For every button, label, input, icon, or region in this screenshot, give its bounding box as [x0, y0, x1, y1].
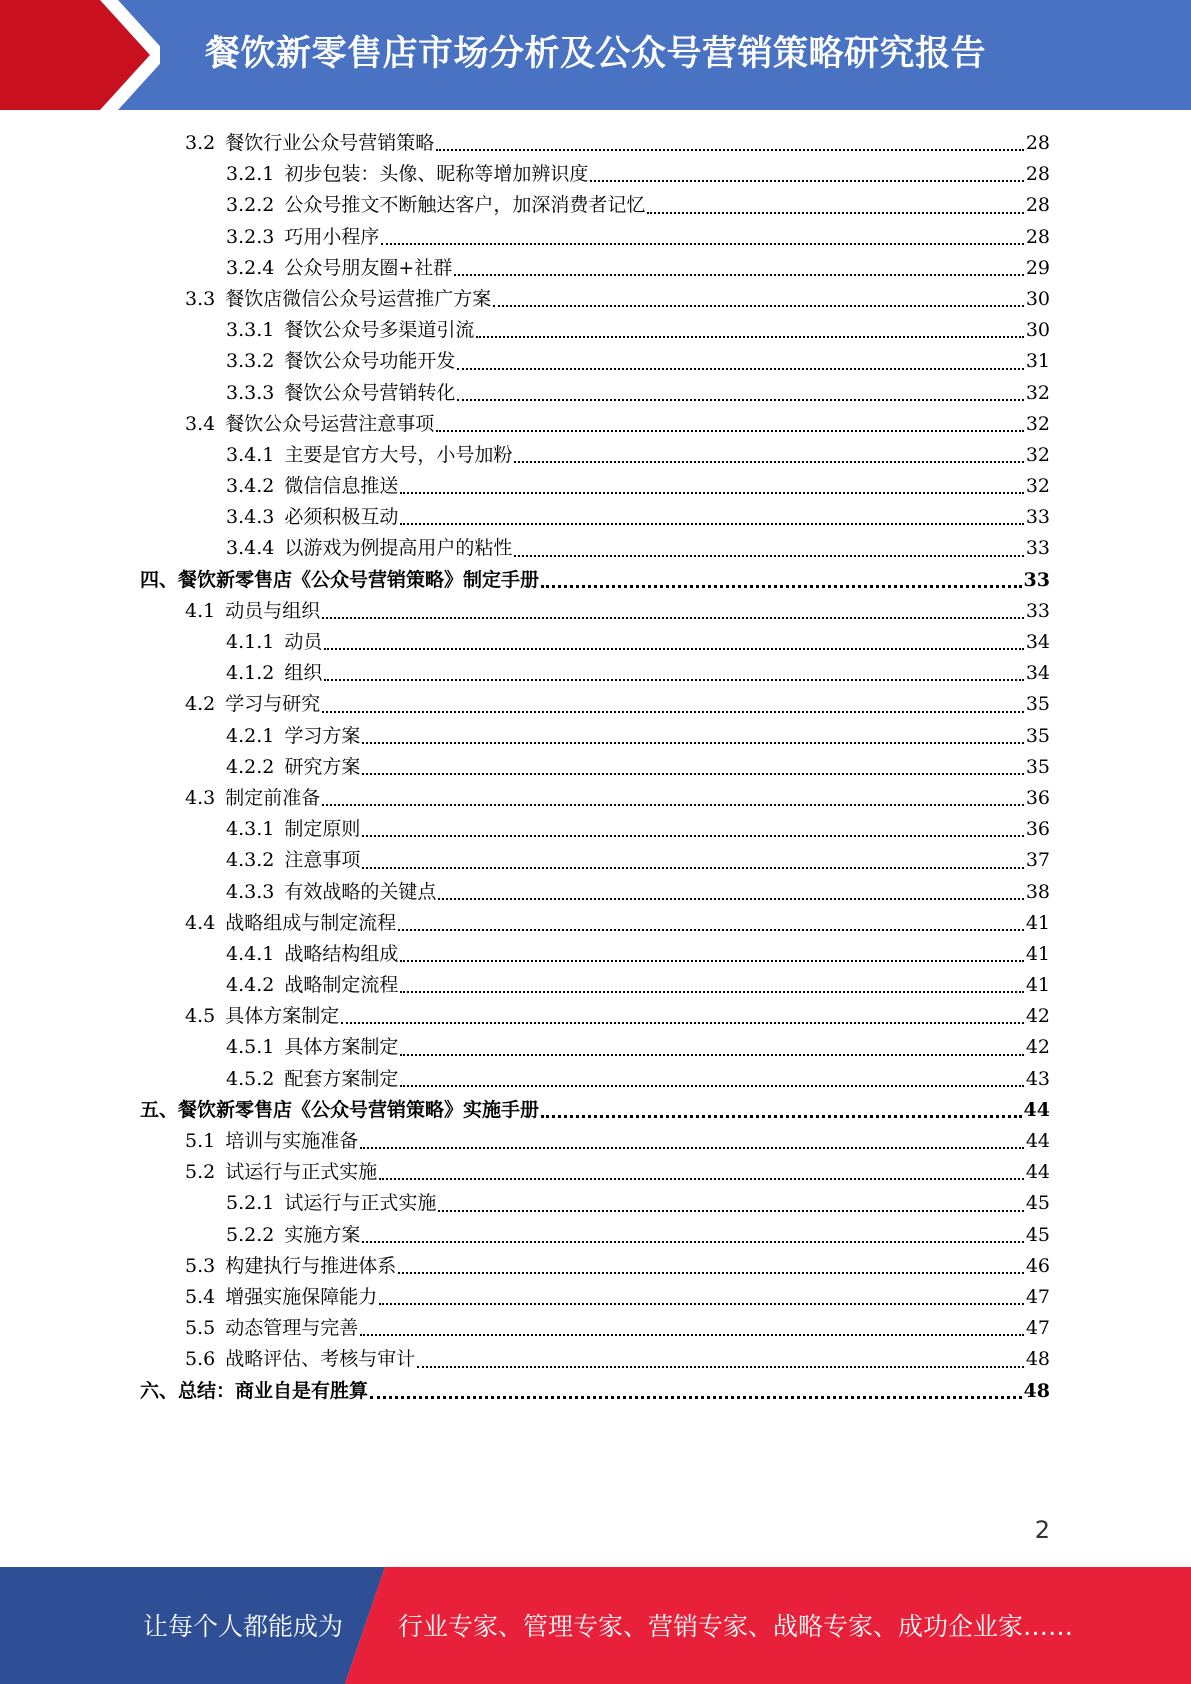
page-header: [0, 0, 1191, 110]
toc-dot-leader: [362, 845, 1023, 876]
toc-dot-leader: [400, 1032, 1023, 1063]
toc-entry-number: 3.4.4: [226, 537, 275, 560]
toc-entry[interactable]: [140, 253, 1050, 284]
toc-entry-number: 4.5.1: [226, 1036, 275, 1059]
toc-entry-title: 有效战略的关键点: [284, 880, 437, 903]
toc-entry-number: 4.1: [185, 599, 216, 622]
toc-entry-page: 41: [1025, 942, 1050, 965]
toc-entry-number: 4.3: [185, 786, 216, 809]
toc-entry[interactable]: [140, 346, 1050, 377]
toc-entry-page: 34: [1025, 631, 1050, 653]
toc-entry-number: 4.3.1: [226, 818, 275, 841]
toc-entry-title: 微信信息推送: [284, 475, 399, 498]
toc-entry-number: 4.3.3: [226, 880, 275, 903]
toc-entry[interactable]: [140, 689, 1050, 720]
toc-entry-number: 4.4: [185, 911, 216, 934]
toc-entry-title: 必须积极互动: [284, 506, 399, 529]
toc-entry-number: 3.4.2: [226, 475, 275, 498]
toc-dot-leader: [341, 1001, 1024, 1032]
toc-entry[interactable]: [140, 908, 1050, 939]
toc-entry-title: 战略制定流程: [284, 974, 399, 997]
toc-dot-leader: [590, 159, 1023, 190]
toc-dot-leader: [436, 409, 1024, 440]
toc-entry-page: 42: [1025, 1005, 1050, 1028]
toc-entry-title: 主要是官方大号，小号加粉: [284, 443, 513, 466]
toc-entry-title: 餐饮公众号功能开发: [284, 350, 456, 373]
toc-entry-page: 35: [1025, 724, 1050, 747]
toc-dot-leader: [541, 565, 1022, 596]
toc-entry-number: 六、: [140, 1379, 179, 1402]
toc-entry[interactable]: [140, 1001, 1050, 1032]
toc-dot-leader: [370, 1376, 1022, 1407]
toc-entry-number: 3.3.3: [226, 381, 275, 404]
toc-entry-page: 33: [1025, 506, 1050, 529]
toc-entry[interactable]: [140, 814, 1050, 845]
toc-dot-leader: [400, 471, 1023, 502]
toc-entry-page: 48: [1023, 1379, 1050, 1402]
toc-entry[interactable]: [140, 159, 1050, 190]
toc-entry-title: 构建执行与推进体系: [225, 1254, 397, 1277]
header-arrow-accent: [0, 0, 160, 110]
toc-entry-title: 战略组成与制定流程: [225, 911, 397, 934]
toc-entry-title: 组织: [284, 662, 323, 685]
toc-entry-page: 32: [1025, 381, 1050, 404]
toc-entry-page: 45: [1025, 1223, 1050, 1246]
page-footer: [0, 1567, 1191, 1684]
toc-entry-number: 3.3.1: [226, 319, 275, 342]
toc-entry-page: 47: [1025, 1285, 1050, 1308]
toc-entry[interactable]: [140, 596, 1050, 627]
toc-entry[interactable]: [140, 939, 1050, 970]
toc-dot-leader: [362, 752, 1023, 783]
toc-entry-number: 3.4.3: [226, 506, 275, 529]
toc-entry-number: 5.2: [185, 1161, 216, 1184]
toc-dot-leader: [398, 1251, 1024, 1282]
toc-entry-title: 学习与研究: [225, 693, 321, 716]
toc-entry-title: 餐饮店微信公众号运营推广方案: [225, 287, 492, 310]
toc-entry-page: 31: [1025, 350, 1050, 373]
toc-entry-number: 3.4.1: [226, 443, 275, 466]
toc-entry-page: 41: [1025, 911, 1050, 934]
toc-entry-page: 46: [1025, 1254, 1050, 1277]
toc-dot-leader: [379, 1157, 1024, 1188]
toc-entry[interactable]: [140, 222, 1050, 253]
footer-slogan-right: 行业专家、管理专家、营销专家、战略专家、成功企业家……: [398, 1612, 1074, 1641]
toc-entry-number: 3.3: [185, 287, 216, 310]
toc-entry[interactable]: [140, 658, 1050, 689]
toc-entry-title: 餐饮公众号多渠道引流: [284, 319, 475, 342]
toc-entry[interactable]: [140, 1376, 1050, 1407]
toc-entry-number: 4.4.1: [226, 942, 275, 965]
toc-entry-title: 学习方案: [284, 724, 361, 747]
toc-entry-page: 28: [1025, 163, 1050, 186]
toc-dot-leader: [457, 378, 1023, 409]
toc-entry-page: 30: [1025, 287, 1050, 310]
table-of-contents: [140, 128, 1050, 1407]
toc-dot-leader: [647, 190, 1023, 221]
toc-entry-number: 5.6: [185, 1348, 216, 1371]
toc-dot-leader: [541, 1095, 1022, 1126]
toc-entry[interactable]: [140, 752, 1050, 783]
toc-entry-number: 4.2: [185, 693, 216, 716]
toc-entry-page: 35: [1025, 755, 1050, 778]
toc-entry-page: 33: [1025, 599, 1050, 622]
toc-entry-title: 餐饮新零售店《公众号营销策略》实施手册: [178, 1098, 540, 1121]
toc-entry-number: 4.5.2: [226, 1067, 275, 1090]
toc-entry-page: 32: [1025, 443, 1050, 466]
toc-entry[interactable]: [140, 1251, 1050, 1282]
toc-entry-number: 4.2.2: [226, 755, 275, 778]
toc-entry-page: 28: [1025, 194, 1050, 217]
toc-entry[interactable]: [140, 409, 1050, 440]
toc-entry-title: 公众号朋友圈+社群: [284, 256, 453, 279]
toc-entry-title: 餐饮公众号营销转化: [284, 381, 456, 404]
toc-entry-number: 3.2.1: [226, 163, 275, 186]
toc-entry[interactable]: [140, 284, 1050, 315]
toc-entry[interactable]: [140, 128, 1050, 159]
toc-dot-leader: [381, 222, 1023, 253]
toc-dot-leader: [324, 627, 1023, 658]
toc-entry[interactable]: [140, 378, 1050, 409]
toc-dot-leader: [362, 1220, 1023, 1251]
toc-dot-leader: [322, 596, 1024, 627]
toc-entry-number: 5.3: [185, 1254, 216, 1277]
toc-entry-number: 3.2: [185, 132, 216, 154]
toc-entry-number: 五、: [140, 1098, 179, 1121]
toc-entry-title: 初步包装：头像、昵称等增加辨识度: [284, 163, 589, 186]
toc-entry-page: 45: [1025, 1192, 1050, 1215]
toc-dot-leader: [322, 689, 1024, 720]
toc-entry-number: 3.4: [185, 412, 216, 435]
toc-entry[interactable]: [140, 1282, 1050, 1313]
toc-entry-page: 28: [1025, 225, 1050, 248]
toc-entry[interactable]: [140, 1188, 1050, 1219]
toc-entry-number: 4.2.1: [226, 724, 275, 747]
toc-entry-page: 43: [1025, 1067, 1050, 1090]
toc-entry-title: 制定前准备: [225, 786, 321, 809]
toc-dot-leader: [438, 1188, 1023, 1219]
toc-entry-page: 30: [1025, 319, 1050, 342]
footer-slogan-left: 让每个人都能成为: [143, 1612, 344, 1641]
toc-entry-page: 44: [1023, 1098, 1050, 1121]
toc-dot-leader: [400, 939, 1023, 970]
toc-entry-page: 36: [1025, 818, 1050, 841]
report-title: 餐饮新零售店市场分析及公众号营销策略研究报告: [205, 34, 987, 74]
toc-entry-number: 5.2.1: [226, 1192, 275, 1215]
toc-entry-page: 28: [1025, 132, 1050, 154]
toc-entry-page: 44: [1025, 1130, 1050, 1152]
toc-entry[interactable]: [140, 1344, 1050, 1375]
toc-entry-page: 33: [1025, 537, 1050, 560]
toc-entry-title: 动态管理与完善: [225, 1317, 359, 1340]
toc-entry[interactable]: [140, 565, 1050, 596]
toc-dot-leader: [322, 783, 1024, 814]
toc-entry[interactable]: [140, 627, 1050, 658]
toc-dot-leader: [417, 1344, 1024, 1375]
toc-dot-leader: [398, 908, 1024, 939]
toc-dot-leader: [476, 315, 1023, 346]
toc-entry-page: 36: [1025, 786, 1050, 809]
toc-entry-number: 3.3.2: [226, 350, 275, 373]
toc-entry-title: 试运行与正式实施: [284, 1192, 437, 1215]
toc-entry-page: 33: [1023, 568, 1050, 591]
toc-entry-number: 4.5: [185, 1005, 216, 1028]
toc-entry-title: 注意事项: [284, 849, 361, 872]
toc-entry-title: 研究方案: [284, 755, 361, 778]
toc-entry[interactable]: [140, 1064, 1050, 1095]
toc-entry-page: 42: [1025, 1036, 1050, 1059]
toc-entry-page: 35: [1025, 693, 1050, 716]
toc-entry-number: 5.1: [185, 1130, 216, 1152]
page-number: 2: [1034, 1516, 1050, 1544]
toc-entry[interactable]: [140, 1220, 1050, 1251]
toc-entry[interactable]: [140, 1126, 1050, 1157]
toc-entry-number: 4.1.2: [226, 662, 275, 685]
toc-dot-leader: [400, 970, 1023, 1001]
toc-entry[interactable]: [140, 845, 1050, 876]
toc-entry-title: 战略评估、考核与审计: [225, 1348, 416, 1371]
toc-entry-title: 制定原则: [284, 818, 361, 841]
toc-dot-leader: [324, 658, 1023, 689]
toc-entry-title: 增强实施保障能力: [225, 1285, 378, 1308]
toc-entry-title: 试运行与正式实施: [225, 1161, 378, 1184]
toc-entry-title: 实施方案: [284, 1223, 361, 1246]
toc-entry-page: 32: [1025, 475, 1050, 498]
toc-entry[interactable]: [140, 533, 1050, 564]
toc-entry-title: 总结：商业自是有胜算: [178, 1379, 369, 1402]
toc-entry-title: 具体方案制定: [225, 1005, 340, 1028]
toc-entry[interactable]: [140, 877, 1050, 908]
toc-entry[interactable]: [140, 783, 1050, 814]
toc-entry[interactable]: [140, 1313, 1050, 1344]
toc-entry[interactable]: [140, 471, 1050, 502]
toc-dot-leader: [514, 533, 1023, 564]
toc-entry-page: 37: [1025, 849, 1050, 872]
toc-entry-page: 47: [1025, 1317, 1050, 1340]
toc-entry[interactable]: [140, 1157, 1050, 1188]
toc-entry[interactable]: [140, 970, 1050, 1001]
toc-entry-page: 29: [1025, 256, 1050, 279]
toc-entry-number: 5.2.2: [226, 1223, 275, 1246]
toc-dot-leader: [362, 814, 1023, 845]
toc-entry-number: 5.5: [185, 1317, 216, 1340]
toc-entry-number: 4.4.2: [226, 974, 275, 997]
toc-entry-title: 动员: [284, 631, 323, 653]
toc-dot-leader: [379, 1282, 1024, 1313]
toc-dot-leader: [514, 440, 1023, 471]
toc-entry-title: 餐饮行业公众号营销策略: [225, 132, 435, 154]
toc-entry[interactable]: [140, 1095, 1050, 1126]
toc-dot-leader: [360, 1313, 1024, 1344]
toc-entry-title: 以游戏为例提高用户的粘性: [284, 537, 513, 560]
toc-entry-number: 四、: [140, 568, 179, 591]
toc-entry-number: 4.3.2: [226, 849, 275, 872]
toc-entry-title: 餐饮新零售店《公众号营销策略》制定手册: [178, 568, 540, 591]
toc-dot-leader: [400, 1064, 1023, 1095]
toc-entry[interactable]: [140, 190, 1050, 221]
toc-dot-leader: [457, 346, 1023, 377]
toc-entry-number: 3.2.4: [226, 256, 275, 279]
toc-entry-title: 战略结构组成: [284, 942, 399, 965]
toc-dot-leader: [493, 284, 1024, 315]
toc-entry-title: 巧用小程序: [284, 225, 380, 248]
toc-dot-leader: [362, 721, 1023, 752]
toc-entry[interactable]: [140, 440, 1050, 471]
toc-dot-leader: [360, 1126, 1024, 1157]
toc-entry-page: 34: [1025, 662, 1050, 685]
toc-entry-title: 餐饮公众号运营注意事项: [225, 412, 435, 435]
toc-entry-title: 公众号推文不断触达客户，加深消费者记忆: [284, 194, 646, 217]
toc-entry-number: 4.1.1: [226, 631, 275, 653]
toc-dot-leader: [436, 128, 1024, 159]
toc-entry-number: 3.2.2: [226, 194, 275, 217]
toc-entry-title: 动员与组织: [225, 599, 321, 622]
toc-entry-number: 3.2.3: [226, 225, 275, 248]
toc-dot-leader: [400, 502, 1023, 533]
toc-dot-leader: [438, 877, 1023, 908]
toc-dot-leader: [454, 253, 1024, 284]
toc-entry[interactable]: [140, 1032, 1050, 1063]
toc-entry-page: 44: [1025, 1161, 1050, 1184]
toc-entry-number: 5.4: [185, 1285, 216, 1308]
toc-entry-page: 41: [1025, 974, 1050, 997]
toc-entry-title: 培训与实施准备: [225, 1130, 359, 1152]
toc-entry[interactable]: [140, 721, 1050, 752]
toc-entry-page: 32: [1025, 412, 1050, 435]
toc-entry[interactable]: [140, 502, 1050, 533]
toc-entry[interactable]: [140, 315, 1050, 346]
toc-entry-page: 48: [1025, 1348, 1050, 1371]
toc-entry-page: 38: [1025, 880, 1050, 903]
toc-entry-title: 具体方案制定: [284, 1036, 399, 1059]
toc-entry-title: 配套方案制定: [284, 1067, 399, 1090]
